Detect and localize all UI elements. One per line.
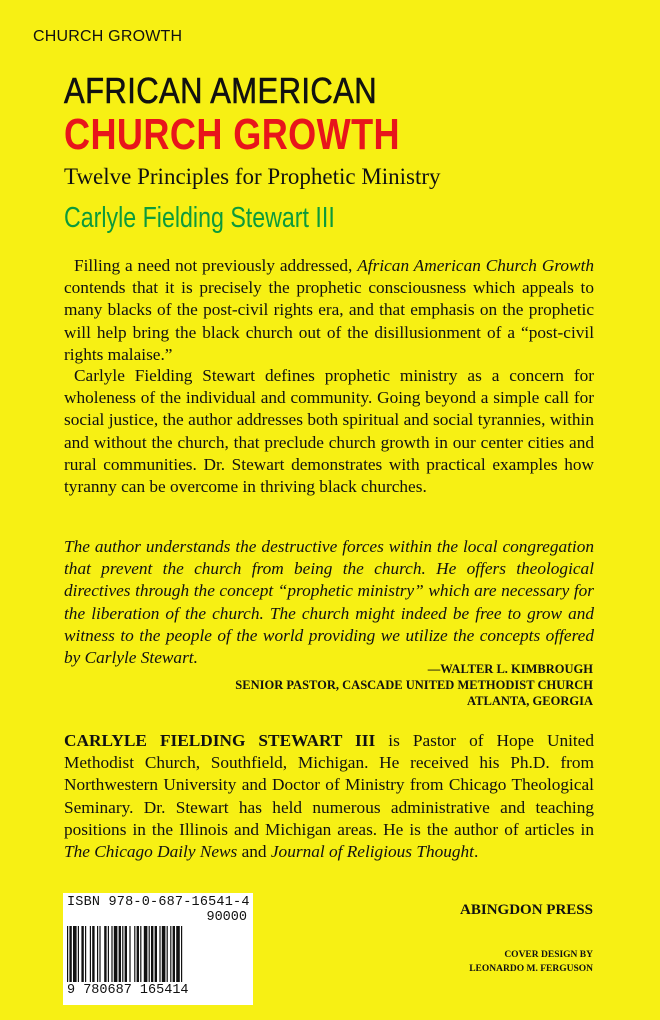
cover-design-credit: [469, 948, 593, 976]
design-credit-line-1: COVER DESIGN BY: [504, 950, 593, 960]
barcode-number: 9 780687 165414: [67, 983, 189, 998]
title-line-1: AFRICAN AMERICAN: [64, 70, 378, 111]
endorser-name: —WALTER L. KIMBROUGH: [427, 662, 593, 676]
category-label: CHURCH GROWTH: [33, 28, 183, 45]
endorser-location: ATLANTA, GEORGIA: [467, 694, 593, 708]
title-line-2: CHURCH GROWTH: [64, 110, 401, 159]
description-text: Filling a need not previously addressed,: [74, 256, 358, 275]
publication-title: Journal of Religious Thought: [270, 842, 474, 862]
bio-text: .: [473, 842, 479, 862]
isbn-text: ISBN 978-0-687-16541-4: [67, 895, 250, 910]
author-bio: [64, 730, 594, 863]
endorsement-quote: The author understands the destructive forces within the local congregation that prevent the church from being the church. He offers theological directives through the concept “prophetic ministry” which are necessary for the liberation of the church. The church might indeed be free to grow and witness to the people of the world providing we utilize the concepts offered by Carlyle Stewart.: [64, 537, 594, 668]
description-paragraph-1: [64, 255, 594, 366]
endorser-role: SENIOR PASTOR, CASCADE UNITED METHODIST CHURCH: [235, 678, 593, 692]
barcode-box: [63, 893, 253, 1005]
publisher-name: ABINGDON PRESS: [460, 902, 593, 918]
description-text: contends that it is precisely the prophetic consciousness which appeals to many blacks of the post-civil rights era, and that emphasis on the prophetic will help bring the black church out of the disillusionment of a “post-civil rights malaise.”: [64, 278, 594, 364]
barcode-icon: [67, 926, 249, 982]
bio-text: is Pastor of Hope United Methodist Church, Southfield, Michigan. He received his Ph.D. from Northwestern University and Doctor of Ministry from Chicago Theological Seminary. Dr. Stewart has held numerous administrative and teaching positions in the Illinois and Michigan areas. He is the author of articles in: [64, 731, 594, 839]
bio-author-name: CARLYLE FIELDING STEWART III: [64, 731, 376, 750]
author-name: Carlyle Fielding Stewart III: [64, 202, 335, 234]
price-code: 90000: [206, 910, 247, 925]
publication-title: The Chicago Daily News: [64, 842, 238, 862]
endorsement-attribution: [73, 661, 593, 709]
design-credit-line-2: LEONARDO M. FERGUSON: [469, 964, 593, 974]
description-paragraph-2: Carlyle Fielding Stewart defines prophetic ministry as a concern for wholeness of the individual and community. Going beyond a simple call for social justice, the author addresses both spiritual and social tyrannies, within and without the church, that preclude church growth in our center cities and rural communities. Dr. Stewart demonstrates with practical examples how tyranny can be overcome in thriving black churches.: [64, 366, 594, 497]
subtitle: Twelve Principles for Prophetic Ministry: [64, 164, 441, 189]
book-title-italic: African American Church Growth: [357, 256, 595, 275]
bio-text: and: [237, 842, 271, 862]
